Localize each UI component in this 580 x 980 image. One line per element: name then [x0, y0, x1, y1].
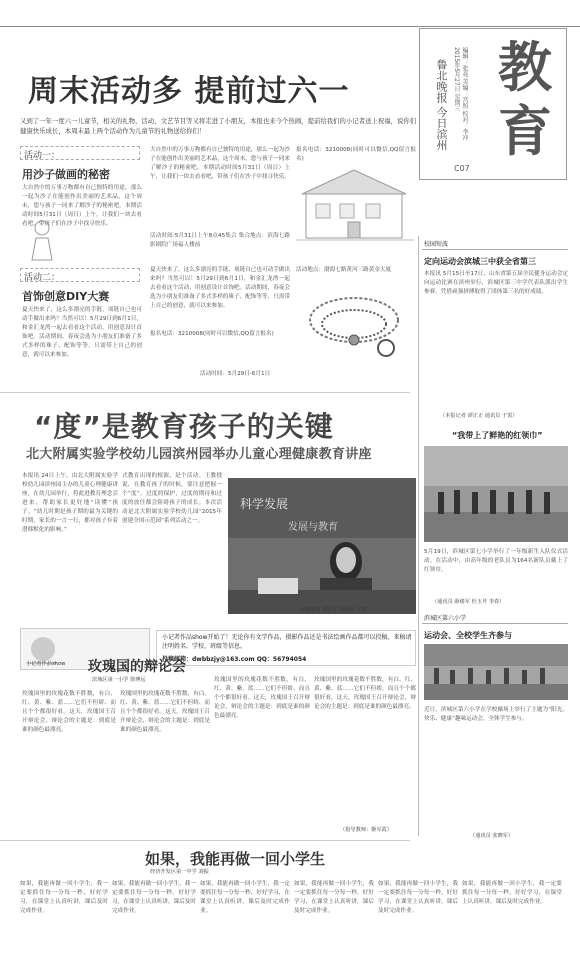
- poor-body4: 如果，我能再做一回小学生，我一定要抓住每一分每一秒，好好学习，在课堂上认真听讲，课后及时完成作业。: [294, 881, 374, 914]
- activity2-meta: 活动地点：渤海七路黄河三路黄金大厦: [296, 267, 392, 273]
- middle-subtitle: 北大附属实验学校幼儿园滨州园举办儿童心理健康教育讲座: [26, 447, 372, 462]
- news2-body: 5月19日，滨城区第七小学举行了一年级新生入队仪式活动。在活动中，由高年级的老队员为164名新队员戴上了红领巾。: [424, 549, 568, 573]
- masthead: [419, 28, 567, 180]
- banner-text: 小记者作品show开始了！无论你有文学作品，摄影作品还是书法绘画作品都可以投稿，来稿请注明姓名、学校、班级等信息。: [162, 634, 412, 650]
- activity2-time: 活动时间：5月29日-6月1日: [200, 371, 271, 377]
- activity2-meta2: 报名电话：3210008(同时可以微信,QQ留言报名): [150, 331, 274, 337]
- poor-body6: 如果，我能再做一回小学生，我一定要抓住每一分每一秒，好好学习，在课堂上认真听讲，课后及时完成作业。: [462, 881, 562, 905]
- top-intro: 又到了一年一度六一儿童节，相关的礼物、活动、文艺节目等又将走进了小朋友，本报也来今个热闹，提前给我们的小记者送上祝福，说你们健康快乐成长，本周末最上两个活动作为儿童节的礼物送给你们！: [20, 117, 417, 135]
- banner-label: 小记者作品show: [26, 661, 66, 667]
- rose-body2: 玫瑰国里的玫瑰花数不胜数，有白、红、黄、紫、蓝……它们不但娇、而且个个都很好看。这天，玫瑰国王召开辩论会，辩论会的主题是：到底是谁的颜色最漂亮。: [120, 691, 210, 733]
- poor-body5: 如果，我能再做一回小学生，我一定要抓住每一分每一秒，好好学习，在课堂上认真听讲，课后及时完成作业。: [378, 881, 458, 914]
- lecture-photo: [228, 478, 416, 614]
- activity2-title: 首饰创意DIY大赛: [22, 290, 110, 303]
- house-illustration: [296, 168, 414, 246]
- news1-body: 本报讯 5月15日至17日，山东省第五届全民健身运动会定向运动比赛在滨州举行，滨城区第三中学代表队派出学生参赛，凭借顽强拼搏取得了团体第三名的好成绩。: [424, 271, 568, 295]
- rose-body1: 玫瑰国里的玫瑰花数不胜数，有白、红、黄、紫、蓝……它们不但娇、而且个个都很好看。这天，玫瑰国王召开辩论会，辩论会的主题是：到底是谁的颜色最漂亮。: [22, 691, 116, 733]
- page-number: C07: [454, 164, 470, 173]
- bottom-rule: [0, 840, 410, 841]
- poor-body1: 如果，我能再做一回小学生，我一定要抓住每一分每一秒，好好学习，在课堂上认真听讲，课后及时完成作业。: [20, 881, 108, 914]
- rose-body3: 玫瑰国里的玫瑰花数不胜数，有白、红、黄、紫、蓝……它们不但娇、而且个个都很好看。这天，玫瑰国王召开辩论会，辩论会的主题是：到底是谁的颜色最漂亮。: [214, 677, 310, 719]
- news2-byline: （通讯员 薛绪军 杜玉芹 李春）: [432, 599, 505, 605]
- mid-rule: [0, 392, 410, 393]
- rose-body4: 玫瑰国里的玫瑰花数不胜数，有白、红、黄、紫、蓝……它们不但娇、而且个个都很好看。这天，玫瑰国王召开辩论会，辩论会的主题是：到底是谁的颜色最漂亮。: [314, 677, 416, 710]
- section-title: 教育: [498, 35, 552, 163]
- news2-title: “我带上了鲜艳的红领巾”: [452, 431, 543, 440]
- poor-body3: 如果，我能再做一回小学生，我一定要抓住每一分每一秒，好好学习，在课堂上认真听讲，课后及时完成作业。: [200, 881, 290, 914]
- svg-text:科学发展: 科学发展: [240, 497, 289, 511]
- activity1-meta: 报名电话：3210008(同时可以微信,QQ留言报名): [296, 147, 416, 162]
- news3-body: 近日，滨城区第六小学在学校操场上举行了主题为“阳光、快乐、健康”趣味运动会，全体学生参与。: [424, 707, 568, 722]
- middle-body2: 式教育出现的根源，是个活动。王教授说，在教育孩子的时候，要注意把握一个“度”，过度的保护，过度的期待和过度的放任都会阻碍孩子的成长。本次活动是北大附属实验学校幼儿园“2015年创建全国示范园”系列活动之一。: [122, 473, 222, 524]
- masthead-info: 编辑：张亮 美编：宫照 校对：李冲 2015年5月27日 星期三: [453, 47, 468, 141]
- rose-editor: （指导教师：姬军霞）: [340, 827, 392, 833]
- necklace-illustration: [296, 290, 414, 360]
- news1-title: 定向运动会滨城三中获全省第三: [424, 257, 536, 266]
- middle-headline: “度”是教育孩子的关键: [34, 410, 334, 443]
- news3-byline: （通讯员 张晓军）: [470, 833, 514, 839]
- news1-byline: （本报记者 谭正正 通讯员 于霄）: [440, 413, 518, 419]
- activity1-body-cont: 大自然中的万事万物都有自已独特的用途，那么一起为沙子在能创作出美丽的艺术品，这个周末，您与孩子一同来了解沙子的秘密吧。本期活动时间5月31日（周日）上午，让我们一块去看看吧，带孩子们在沙子中找寻快乐。: [150, 147, 290, 180]
- child-illustration: [24, 218, 60, 262]
- rose-title: 玫瑰国的辩论会: [88, 659, 186, 675]
- svg-text:发展与教育: 发展与教育: [288, 522, 338, 533]
- news3-title: 运动会、全校学生齐参与: [424, 631, 512, 640]
- poor-body2: 如果，我能再做一回小学生，我一定要抓住每一分每一秒，好好学习，在课堂上认真听讲，课后及时完成作业。: [112, 881, 196, 914]
- activity1-time: 活动时间:5月31日上午8点45集合 集合地点：滨海七路影剧院广场福人楼前: [150, 233, 290, 248]
- banner-contact: 投稿邮箱：dwbbzjy@163.com QQ：56794054: [162, 656, 307, 663]
- news3-tag: 滨城区第六小学: [424, 615, 467, 622]
- news2-photo: [424, 446, 568, 542]
- poor-title: 如果，我能再做一回小学生: [145, 850, 326, 868]
- activity1-title: 用沙子做画的秘密: [22, 168, 110, 181]
- top-headline: 周末活动多 提前过六一: [28, 74, 350, 109]
- activity2-body-cont: 夏天快来了，这么多漂亮的手链、项链自己也可动手做出来吗？当然可以！5月29日到6月1日，和金汇龙湾一起去看看这个活动，用创意设计首饰吧。活动期间，春夜会选为小朋友们准备了多式多样的珠子、配饰等等，只需带上自己的创意，就可以来参加。: [150, 267, 290, 309]
- middle-body1: 本报讯 24日上午，由北大附属实验学校幼儿园滨州园主办的儿童心理健康讲座，在幼儿园举行，将此进教育理念引进来，帮助家长更好地“读懂”孩子。“幼儿时期是孩子期的最为关键的时期，家长的一言一行，都对孩子有着潜移默化的影响。”: [22, 473, 118, 533]
- activity2-body: 夏天快来了，这么多漂亮的手链、项链自己也可动手做出来吗？当然可以！5月29日到6月1日，和金汇龙湾一起去看看这个活动，用创意设计首饰吧。活动期间，春夜会选为小朋友们准备了多式多样的珠子、配饰等等，只需带上自己的创意，就可以来参加。: [22, 307, 142, 358]
- rose-author: 滨城区第一小学 徐博远: [92, 677, 146, 683]
- poor-author: 经济开发区第一中学 刘振: [150, 869, 209, 875]
- top-rule: [0, 26, 580, 27]
- news3-photo: [424, 644, 568, 700]
- activity1-tag: 活动一：: [24, 151, 61, 161]
- activity2-tag: 活动二：: [24, 273, 61, 283]
- right-col-divider: [418, 236, 419, 836]
- school-tag: 校园短波: [424, 241, 449, 248]
- photo-byline: 本报记者 谭正正 通讯员 于霄: [300, 607, 368, 613]
- paper-name: 鲁北晚报 今日滨州: [435, 59, 448, 151]
- activity1-body: 大自然中的万事万物都有自已独特的用途，那么一起为沙子在能创作出美丽的艺术品，这个周末，您与孩子一同来了解沙子的秘密吧。本期活动时间5月31日（周日）上午，让我们一块去看看吧，带孩子们在沙子中找寻快乐。: [22, 185, 142, 227]
